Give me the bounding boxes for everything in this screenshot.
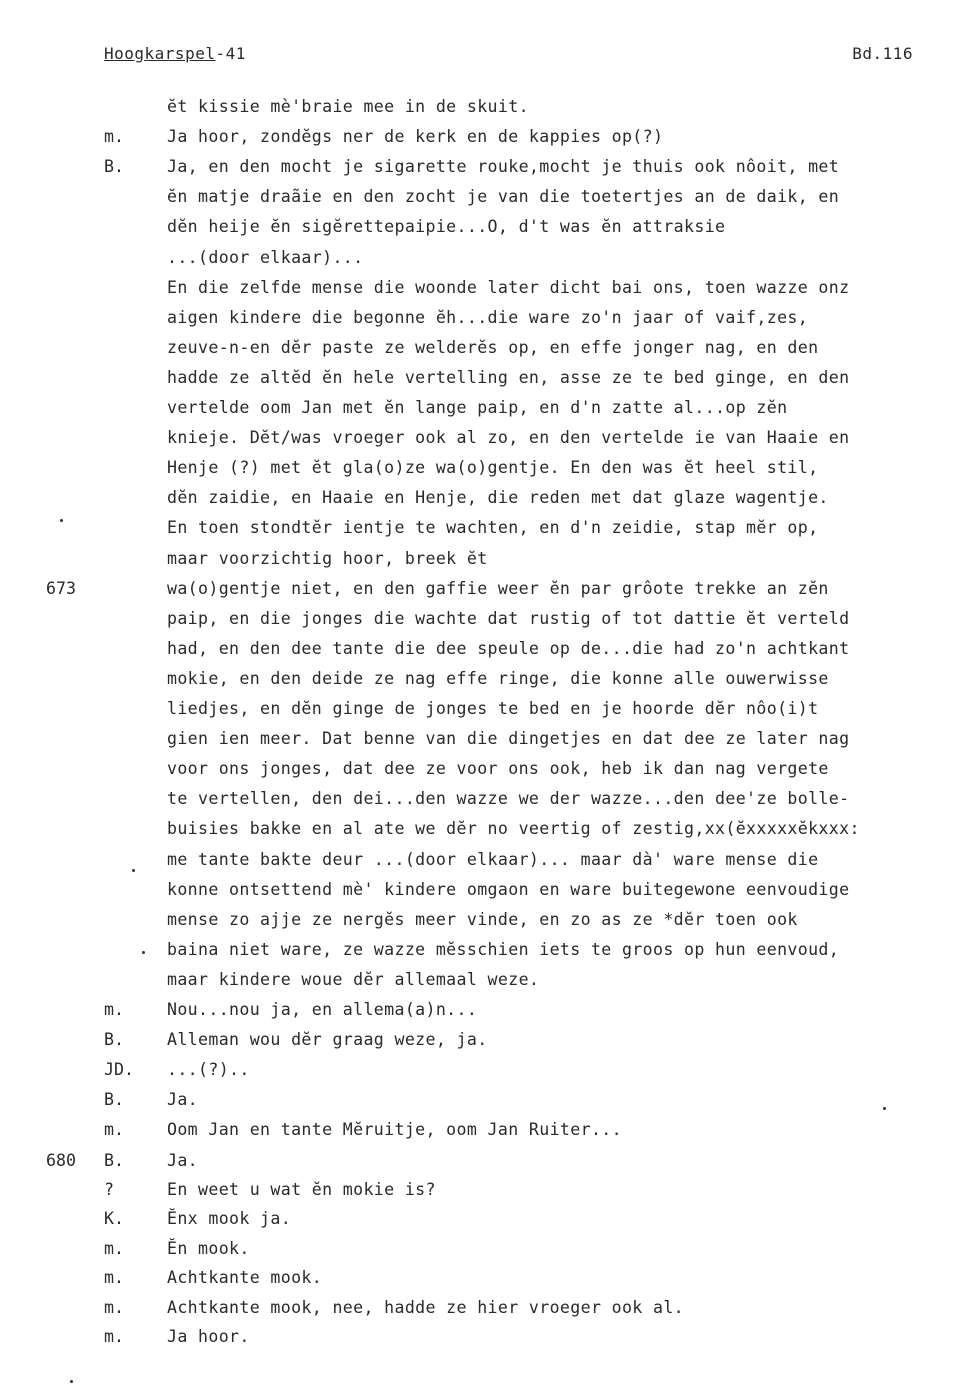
speaker-label: m. — [104, 1238, 124, 1258]
transcript-line — [0, 1204, 979, 1234]
line-text: Ja hoor, zondĕgs ner de kerk en de kappies op(?) — [167, 127, 664, 147]
line-text: buisies bakke en al ate we dĕr no veertig of zestig,xx(ĕxxxxxĕkxxx: — [167, 819, 860, 839]
line-text: Ja, en den mocht je sigarette rouke,mocht je thuis ook nôoit, met — [167, 157, 840, 177]
transcript-line — [0, 303, 979, 333]
line-text: Ja. — [167, 1090, 199, 1110]
line-text: Oom Jan en tante Mĕruitje, oom Jan Ruiter... — [167, 1120, 622, 1140]
speaker-label: K. — [104, 1209, 124, 1229]
transcript-line — [0, 1055, 979, 1085]
transcript-line — [0, 814, 979, 844]
line-text: maar kindere woue dĕr allemaal weze. — [167, 969, 540, 989]
speaker-label: m. — [104, 1000, 124, 1019]
volume-number: Bd.116 — [852, 44, 913, 63]
transcript-line — [0, 1115, 979, 1145]
speck — [132, 869, 135, 872]
transcript-line — [0, 604, 979, 634]
speaker-label: B. — [104, 1090, 124, 1110]
transcript-line — [0, 544, 979, 574]
transcript-line — [0, 483, 979, 513]
transcript-line — [0, 664, 979, 694]
transcript-line — [0, 1293, 979, 1323]
line-text: Ja hoor. — [167, 1326, 250, 1346]
transcript-line — [0, 333, 979, 363]
line-text: Ĕn mook. — [167, 1238, 250, 1258]
line-text: Ja. — [167, 1150, 199, 1170]
line-text: me tante bakte deur ...(door elkaar)... maar dà' ware mense die — [167, 849, 819, 869]
transcript-line — [0, 634, 979, 664]
transcript-line — [0, 182, 979, 212]
line-text: knieje. Dĕt/was vroeger ook al zo, en den vertelde ie van Haaie en — [167, 428, 850, 448]
line-text: Achtkante mook, nee, hadde ze hier vroeger ook al. — [167, 1297, 685, 1317]
speaker-label: B. — [104, 1150, 124, 1170]
line-text: En weet u wat ĕn mokie is? — [167, 1179, 436, 1199]
transcript-line — [0, 784, 979, 814]
transcript-line — [0, 453, 979, 483]
transcript-line — [0, 393, 979, 423]
transcript-line — [0, 694, 979, 724]
transcript-line — [0, 935, 979, 965]
transcript-line — [0, 754, 979, 784]
transcript-line — [0, 574, 979, 604]
line-number: 680 — [46, 1150, 76, 1170]
transcript-line — [0, 845, 979, 875]
transcript-line — [0, 273, 979, 303]
speaker-label: m. — [104, 127, 124, 147]
transcript-line — [0, 122, 979, 152]
speaker-label: m. — [104, 1268, 124, 1288]
transcript-line — [0, 92, 979, 122]
speaker-label: B. — [104, 157, 124, 177]
transcript-line — [0, 423, 979, 453]
place-name: Hoogkarspel — [104, 44, 216, 63]
transcript-line — [0, 875, 979, 905]
line-text: mense zo ajje ze nergĕs meer vinde, en zo as ze *dĕr toen ook — [167, 909, 798, 929]
line-text: te vertellen, den dei...den wazze we der wazze...den dee'ze bolle- — [167, 789, 850, 809]
speaker-label: m. — [104, 1297, 124, 1317]
line-text: Achtkante mook. — [167, 1268, 323, 1288]
transcript-line — [0, 1234, 979, 1264]
line-text: had, en den dee tante die dee speule op de...die had zo'n achtkant — [167, 638, 850, 658]
speaker-label: m. — [104, 1326, 124, 1346]
line-text: voor ons jonges, dat dee ze voor ons ook, heb ik dan nag vergete — [167, 759, 829, 779]
line-text: aigen kindere die begonne ĕh...die ware zo'n jaar of vaif,zes, — [167, 307, 809, 327]
speck — [883, 1107, 886, 1110]
transcript-line — [0, 1263, 979, 1293]
line-number: 673 — [46, 578, 76, 598]
line-text: liedjes, en dĕn ginge de jonges te bed en je hoorde dĕr nôo(i)t — [167, 699, 819, 718]
speck — [60, 519, 63, 522]
line-text: paip, en die jonges die wachte dat rustig of tot dattie ĕt verteld — [167, 608, 850, 628]
line-text: mokie, en den deide ze nag effe ringe, die konne alle ouwerwisse — [167, 668, 829, 688]
transcript-line — [0, 243, 979, 273]
line-text: ĕt kissie mè'braie mee in de skuit. — [167, 97, 529, 116]
transcript-line — [0, 363, 979, 393]
page-title — [104, 44, 246, 63]
line-text: dĕn heije ĕn sigĕrettepaipie...O, d't was ĕn attraksie — [167, 217, 726, 237]
transcript-line — [0, 1322, 979, 1352]
line-text: konne ontsettend mè' kindere omgaon en ware buitegewone eenvoudige — [167, 879, 850, 899]
line-text: Henje (?) met ĕt gla(o)ze wa(o)gentje. En den was ĕt heel stil, — [167, 458, 819, 478]
transcript-line — [0, 1025, 979, 1055]
line-text: baina niet ware, ze wazze mĕsschien iets te groos op hun eenvoud, — [167, 939, 840, 959]
line-text: hadde ze altĕd ĕn hele vertelling en, asse ze te bed ginge, en den — [167, 367, 850, 387]
transcript-line — [0, 905, 979, 935]
transcript-line — [0, 212, 979, 242]
speaker-label: ? — [104, 1179, 114, 1199]
speck — [142, 951, 145, 954]
speck — [70, 1380, 73, 1383]
speaker-label: JD. — [104, 1060, 134, 1080]
speaker-label: m. — [104, 1120, 124, 1140]
transcript-line — [0, 724, 979, 754]
transcript-line — [0, 1175, 979, 1205]
line-text: ...(?).. — [167, 1060, 250, 1080]
transcript-line — [0, 152, 979, 182]
line-text: gien ien meer. Dat benne van die dingetjes en dat dee ze later nag — [167, 729, 850, 749]
transcript-line — [0, 1085, 979, 1115]
line-text: Nou...nou ja, en allema(a)n... — [167, 1000, 478, 1019]
transcript-line — [0, 513, 979, 543]
transcript-line — [0, 1146, 979, 1176]
line-text: maar voorzichtig hoor, breek ĕt — [167, 548, 488, 568]
line-text: wa(o)gentje niet, en den gaffie weer ĕn par grôote trekke an zĕn — [167, 578, 829, 598]
line-text: zeuve-n-en dĕr paste ze welderĕs op, en effe jonger nag, en den — [167, 337, 819, 357]
page-title-suffix: -41 — [215, 44, 246, 63]
transcript-line — [0, 995, 979, 1025]
line-text: Ĕnx mook ja. — [167, 1209, 292, 1229]
line-text: En toen stondtĕr ientje te wachten, en d'n zeidie, stap mĕr op, — [167, 518, 819, 538]
line-text: ...(door elkaar)... — [167, 247, 364, 267]
line-text: En die zelfde mense die woonde later dicht bai ons, toen wazze onz — [167, 277, 850, 297]
line-text: ĕn matje draãie en den zocht je van die toetertjes an de daik, en — [167, 187, 840, 207]
line-text: Alleman wou dĕr graag weze, ja. — [167, 1030, 488, 1050]
speaker-label: B. — [104, 1030, 124, 1050]
transcript-line — [0, 965, 979, 995]
line-text: dĕn zaidie, en Haaie en Henje, die reden met dat glaze wagentje. — [167, 488, 829, 508]
line-text: vertelde oom Jan met ĕn lange paip, en d'n zatte al...op zĕn — [167, 398, 788, 417]
